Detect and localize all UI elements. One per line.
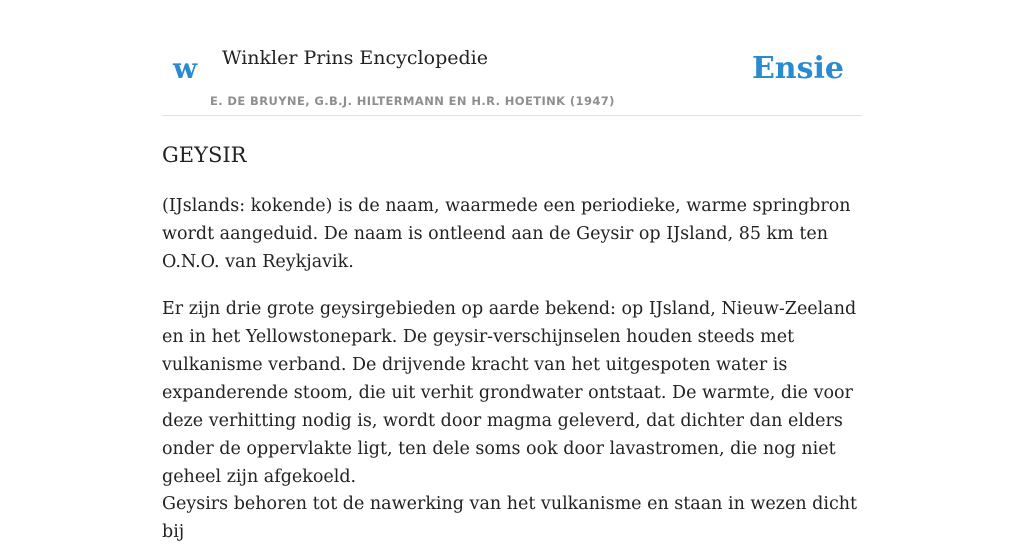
publication-authors: E. DE BRUYNE, G.B.J. HILTERMANN EN H.R. HOETINK (1947) [210, 94, 615, 108]
article-paragraph: Er zijn drie grote geysirgebieden op aarde bekend: op IJsland, Nieuw-Zeeland en in het Yellowstonepark. De geysir-verschijnselen houden steeds met vulkanisme verband. De drijvende kracht van het uitgespoten water is expanderende stoom, die uit verhit grondwater ontstaat. De warmte, die voor deze verhitting nodig is, wordt door magma geleverd, dat dichter dan elders onder de oppervlakte ligt, ten dele soms ook door lavastromen, die nog niet geheel zijn afgekoeld. [162, 299, 857, 487]
winkler-prins-logo-icon[interactable]: w [173, 52, 198, 85]
content-container [162, 0, 862, 542]
header [162, 0, 862, 116]
article-paragraph: (IJslands: kokende) is de naam, waarmede een periodieke, warme springbron wordt aangeduid. De naam is ontleend aan de Geysir op IJsland, 85 km ten O.N.O. van Reykjavik. [162, 196, 851, 272]
article-title: GEYSIR [162, 143, 247, 167]
article-paragraph: Geysirs behoren tot de nawerking van het vulkanisme en staan in wezen dicht bij [162, 494, 858, 542]
ensie-logo[interactable]: Ensie [751, 51, 844, 86]
publication-title[interactable]: Winkler Prins Encyclopedie [222, 47, 488, 69]
